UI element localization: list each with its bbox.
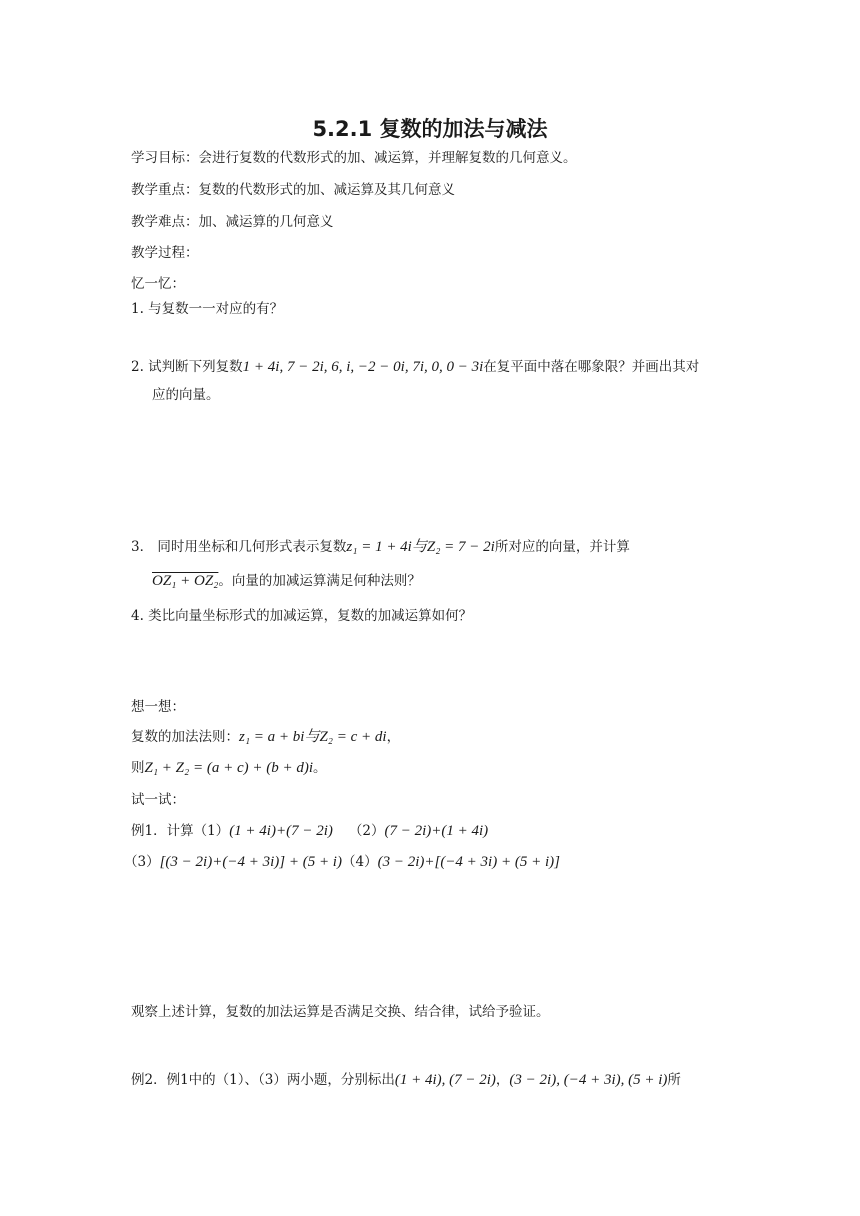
teaching-process-heading: 教学过程： — [131, 245, 199, 261]
ex1-part-4-label: （4） — [341, 854, 378, 870]
learning-objective: 学习目标：会进行复数的代数形式的加、减运算，并理解复数的几何意义。 — [131, 150, 577, 166]
rule-suffix: ， — [386, 729, 401, 745]
question-3 — [131, 537, 630, 557]
ex2-complex-2: (3 − 2i), (−4 + 3i), (5 + i) — [509, 1072, 668, 1088]
think-heading: 想一想： — [131, 699, 185, 715]
q3-complex-pair: z₁ = 1 + 4i与Z₂ = 7 − 2i — [346, 539, 495, 555]
ex1-part-4: (3 − 2i)+[(−4 + 3i) + (5 + i)] — [377, 854, 560, 870]
addition-result — [131, 758, 327, 778]
question-2 — [131, 357, 699, 377]
example-2 — [131, 1070, 681, 1090]
then-prefix: 则 — [131, 760, 145, 776]
example-1-line-2 — [124, 852, 560, 872]
observation: 观察上述计算，复数的加法运算是否满足交换、结合律，试给予验证。 — [131, 1004, 550, 1020]
ex1-part-1: (1 + 4i)+(7 − 2i) — [229, 823, 333, 839]
ex2-suffix: 所 — [667, 1072, 681, 1088]
try-heading: 试一试： — [131, 792, 185, 808]
then-suffix: 。 — [313, 760, 327, 776]
ex1-part-2-label: （2） — [348, 823, 385, 839]
ex2-mid: ， — [495, 1072, 510, 1088]
page-title: 5.2.1 复数的加法与减法 — [312, 117, 548, 141]
ex1-part-3-label: （3） — [124, 854, 160, 870]
q3-prefix: 3． 同时用坐标和几何形式表示复数 — [131, 539, 347, 555]
rule-definition: z₁ = a + bi与Z₂ = c + di — [239, 729, 387, 745]
ex1-part-2: (7 − 2i)+(1 + 4i) — [384, 823, 489, 839]
q3-vector-sum: OZ₁ + OZ₂ — [152, 573, 219, 589]
addition-formula: Z₁ + Z₂ = (a + c) + (b + d)i — [144, 760, 314, 776]
question-2-line-2: 应的向量。 — [152, 387, 220, 403]
teaching-difficulty: 教学难点：加、减运算的几何意义 — [131, 214, 334, 230]
q2-prefix: 2. 试判断下列复数 — [131, 359, 243, 375]
teaching-key-point: 教学重点：复数的代数形式的加、减运算及其几何意义 — [131, 182, 455, 198]
q2-complex-list: 1 + 4i, 7 − 2i, 6, i, −2 − 0i, 7i, 0, 0 − 3i — [242, 359, 484, 375]
example-1-line-1 — [131, 821, 488, 841]
addition-rule — [131, 727, 400, 747]
question-4: 4. 类比向量坐标形式的加减运算，复数的加减运算如何？ — [131, 608, 473, 624]
recall-heading: 忆一忆： — [131, 276, 185, 292]
ex2-prefix: 例2．例1中的（1）、（3）两小题，分别标出 — [131, 1072, 395, 1088]
question-3-line-2 — [152, 571, 421, 591]
question-1: 1. 与复数一一对应的有？ — [131, 301, 284, 317]
ex1-part-3: [(3 − 2i)+(−4 + 3i)] + (5 + i) — [159, 854, 342, 870]
ex1-prefix: 例1．计算（1） — [131, 823, 230, 839]
q3-line2-text: 。向量的加减运算满足何种法则？ — [218, 573, 421, 589]
q2-suffix: 在复平面中落在哪象限？并画出其对 — [483, 359, 700, 375]
q3-suffix: 所对应的向量，并计算 — [494, 539, 630, 555]
ex2-complex-1: (1 + 4i), (7 − 2i) — [394, 1072, 496, 1088]
rule-prefix: 复数的加法法则： — [131, 729, 239, 745]
